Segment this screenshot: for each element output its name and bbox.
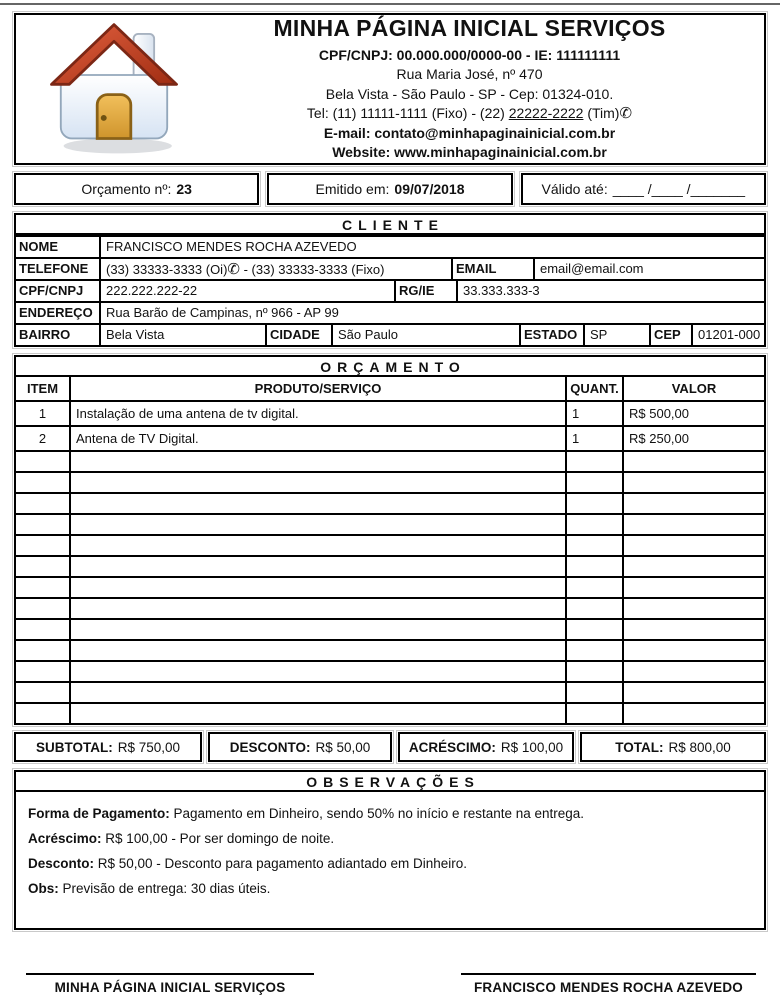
item-valor xyxy=(624,683,764,702)
header-item: ITEM xyxy=(16,377,71,400)
phone-icon: ✆ xyxy=(227,260,240,278)
client-section-title: CLIENTE xyxy=(16,215,764,235)
obs-label: Forma de Pagamento: xyxy=(28,806,170,821)
estado-value: SP xyxy=(585,325,651,345)
item-produto xyxy=(71,599,567,618)
client-row-telefone xyxy=(16,257,764,279)
item-produto xyxy=(71,620,567,639)
total-cell xyxy=(580,732,766,762)
company-header xyxy=(14,13,766,165)
header-valor: VALOR xyxy=(671,381,717,396)
email-label: EMAIL xyxy=(453,259,535,279)
obs-label: Desconto: xyxy=(28,856,95,871)
bairro-value: Bela Vista xyxy=(101,325,267,345)
item-valor xyxy=(624,452,764,471)
client-row-nome xyxy=(16,235,764,257)
quote-table-header xyxy=(16,377,764,400)
totals-row xyxy=(14,732,766,762)
observacoes-body xyxy=(16,792,764,928)
company-name: MINHA PÁGINA INICIAL SERVIÇOS xyxy=(273,15,666,42)
item-quant xyxy=(567,662,624,681)
item-produto xyxy=(71,704,567,723)
item-quant xyxy=(567,578,624,597)
rg-value: 33.333.333-3 xyxy=(463,283,540,298)
table-row xyxy=(16,400,764,425)
acrescimo-cell xyxy=(398,732,574,762)
client-section xyxy=(14,213,766,347)
item-quant xyxy=(567,452,624,471)
table-row-empty xyxy=(16,639,764,660)
item-valor xyxy=(624,620,764,639)
telefone-part2: - (33) 33333-3333 (Fixo) xyxy=(239,262,385,277)
item-valor xyxy=(624,557,764,576)
item-produto xyxy=(71,494,567,513)
item-quant: 1 xyxy=(567,427,624,450)
item-valor xyxy=(624,641,764,660)
quote-issued-label: Emitido em: xyxy=(315,181,390,197)
table-row-empty xyxy=(16,450,764,471)
company-website: Website: www.minhapaginainicial.com.br xyxy=(332,144,607,161)
table-row-empty xyxy=(16,576,764,597)
item-produto xyxy=(71,683,567,702)
item-quant xyxy=(567,704,624,723)
telefone-part1: (33) 33333-3333 (Oi) xyxy=(106,262,228,277)
item-number xyxy=(16,599,71,618)
quote-section-title: ORÇAMENTO xyxy=(16,357,764,377)
item-number xyxy=(16,662,71,681)
item-valor xyxy=(624,473,764,492)
item-number xyxy=(16,452,71,471)
quote-number-cell xyxy=(14,173,259,205)
item-valor xyxy=(624,578,764,597)
acrescimo-value: R$ 100,00 xyxy=(500,739,564,755)
obs-text: R$ 50,00 - Desconto para pagamento adiantado em Dinheiro. xyxy=(94,856,467,871)
phone-icon: ✆ xyxy=(619,104,633,123)
item-quant xyxy=(567,641,624,660)
item-number xyxy=(16,620,71,639)
client-signature-block xyxy=(461,973,756,995)
table-row-empty xyxy=(16,681,764,702)
nome-label: NOME xyxy=(16,237,101,257)
obs-label: Obs: xyxy=(28,881,59,896)
table-row-empty xyxy=(16,513,764,534)
quote-valid-blank: ____ /____ /_______ xyxy=(612,181,746,197)
table-row xyxy=(16,425,764,450)
item-produto: Antena de TV Digital. xyxy=(71,427,567,450)
obs-text: R$ 100,00 - Por ser domingo de noite. xyxy=(101,831,335,846)
company-address-line2: Bela Vista - São Paulo - SP - Cep: 01324-010. xyxy=(325,85,614,102)
item-produto xyxy=(71,662,567,681)
obs-line-acrescimo xyxy=(28,826,752,851)
desconto-cell xyxy=(208,732,392,762)
item-quant xyxy=(567,494,624,513)
item-number: 1 xyxy=(16,402,71,425)
total-value: R$ 800,00 xyxy=(668,739,731,755)
desconto-label: DESCONTO: xyxy=(229,739,311,755)
item-number: 2 xyxy=(16,427,71,450)
item-quant: 1 xyxy=(567,402,624,425)
page-top-rule xyxy=(0,3,780,5)
item-number xyxy=(16,515,71,534)
client-row-endereco xyxy=(16,301,764,323)
item-valor xyxy=(624,704,764,723)
email-value: email@email.com xyxy=(540,261,644,276)
client-row-bairro xyxy=(16,323,764,345)
company-phone-line xyxy=(211,104,728,124)
cpf-label: CPF/CNPJ xyxy=(16,281,101,301)
item-valor xyxy=(624,599,764,618)
table-row-empty xyxy=(16,471,764,492)
signatures-footer xyxy=(0,973,780,995)
item-quant xyxy=(567,473,624,492)
company-logo xyxy=(16,19,211,159)
client-signature-name: FRANCISCO MENDES ROCHA AZEVEDO xyxy=(473,980,743,995)
company-registration: CPF/CNPJ: 00.000.000/0000-00 - IE: 111111111 xyxy=(318,47,621,64)
observacoes-title: OBSERVAÇÕES xyxy=(16,772,764,792)
item-produto: Instalação de uma antena de tv digital. xyxy=(71,402,567,425)
item-quant xyxy=(567,515,624,534)
table-row-empty xyxy=(16,702,764,723)
obs-text: Previsão de entrega: 30 dias úteis. xyxy=(58,881,271,896)
company-address-line1: Rua Maria José, nº 470 xyxy=(396,66,543,83)
item-quant xyxy=(567,599,624,618)
item-produto xyxy=(71,578,567,597)
subtotal-label: SUBTOTAL: xyxy=(35,739,113,755)
subtotal-cell xyxy=(14,732,202,762)
item-valor: R$ 250,00 xyxy=(629,431,689,446)
endereco-value: Rua Barão de Campinas, nº 966 - AP 99 xyxy=(106,305,339,320)
table-row-empty xyxy=(16,555,764,576)
phone-text-suffix: (Tim) xyxy=(583,105,620,122)
obs-line-pagamento xyxy=(28,801,752,826)
obs-label: Acréscimo: xyxy=(28,831,102,846)
obs-line-desconto xyxy=(28,851,752,876)
obs-line-obs xyxy=(28,876,752,901)
item-number xyxy=(16,578,71,597)
item-number xyxy=(16,557,71,576)
subtotal-value: R$ 750,00 xyxy=(117,739,181,755)
item-valor xyxy=(624,662,764,681)
company-email: E-mail: contato@minhapaginainicial.com.br xyxy=(323,124,616,141)
item-number xyxy=(16,683,71,702)
item-number xyxy=(16,641,71,660)
item-number xyxy=(16,536,71,555)
item-number xyxy=(16,473,71,492)
quote-number-label: Orçamento nº: xyxy=(81,181,172,197)
client-row-cpf xyxy=(16,279,764,301)
item-quant xyxy=(567,536,624,555)
table-row-empty xyxy=(16,660,764,681)
quote-info-row xyxy=(14,173,766,205)
company-signature-name: MINHA PÁGINA INICIAL SERVIÇOS xyxy=(54,980,286,995)
cpf-value: 222.222.222-22 xyxy=(101,281,396,301)
cep-label: CEP xyxy=(651,325,693,345)
quote-valid-cell xyxy=(521,173,766,205)
telefone-label: TELEFONE xyxy=(16,259,101,279)
home-icon xyxy=(44,19,184,159)
phone-number-mobile: 22222-2222 xyxy=(508,105,584,122)
table-row-empty xyxy=(16,597,764,618)
phone-text-prefix: Tel: (11) 11111-1111 (Fixo) - (22) xyxy=(306,105,509,122)
item-produto xyxy=(71,452,567,471)
cidade-value: São Paulo xyxy=(333,325,521,345)
acrescimo-label: ACRÉSCIMO: xyxy=(408,739,496,755)
table-row-empty xyxy=(16,492,764,513)
estado-label: ESTADO xyxy=(521,325,585,345)
item-valor xyxy=(624,536,764,555)
nome-value: FRANCISCO MENDES ROCHA AZEVEDO xyxy=(106,239,357,254)
item-quant xyxy=(567,620,624,639)
quote-valid-label: Válido até: xyxy=(541,181,608,197)
item-valor: R$ 500,00 xyxy=(629,406,689,421)
endereco-label: ENDEREÇO xyxy=(16,303,101,323)
item-valor xyxy=(624,515,764,534)
cidade-label: CIDADE xyxy=(267,325,333,345)
quote-table-rows xyxy=(16,400,764,723)
item-produto xyxy=(71,473,567,492)
item-quant xyxy=(567,557,624,576)
quote-items-section xyxy=(14,355,766,725)
table-row-empty xyxy=(16,534,764,555)
item-produto xyxy=(71,641,567,660)
rg-label: RG/IE xyxy=(396,281,458,301)
cep-value: 01201-000 xyxy=(698,327,761,342)
quote-issued-value: 09/07/2018 xyxy=(394,181,465,197)
obs-text: Pagamento em Dinheiro, sendo 50% no início e restante na entrega. xyxy=(169,806,585,821)
bairro-label: BAIRRO xyxy=(16,325,101,345)
item-valor xyxy=(624,494,764,513)
item-produto xyxy=(71,536,567,555)
item-number xyxy=(16,704,71,723)
quote-number-value: 23 xyxy=(176,181,192,197)
total-label: TOTAL: xyxy=(615,739,664,755)
company-info xyxy=(211,15,764,163)
telefone-value xyxy=(101,259,453,279)
company-signature-block xyxy=(26,973,314,995)
header-produto: PRODUTO/SERVIÇO xyxy=(71,377,567,400)
item-produto xyxy=(71,557,567,576)
desconto-value: R$ 50,00 xyxy=(315,739,371,755)
observacoes-section xyxy=(14,770,766,930)
quote-issued-cell xyxy=(267,173,512,205)
table-row-empty xyxy=(16,618,764,639)
header-quant: QUANT. xyxy=(567,377,624,400)
item-quant xyxy=(567,683,624,702)
item-number xyxy=(16,494,71,513)
item-produto xyxy=(71,515,567,534)
